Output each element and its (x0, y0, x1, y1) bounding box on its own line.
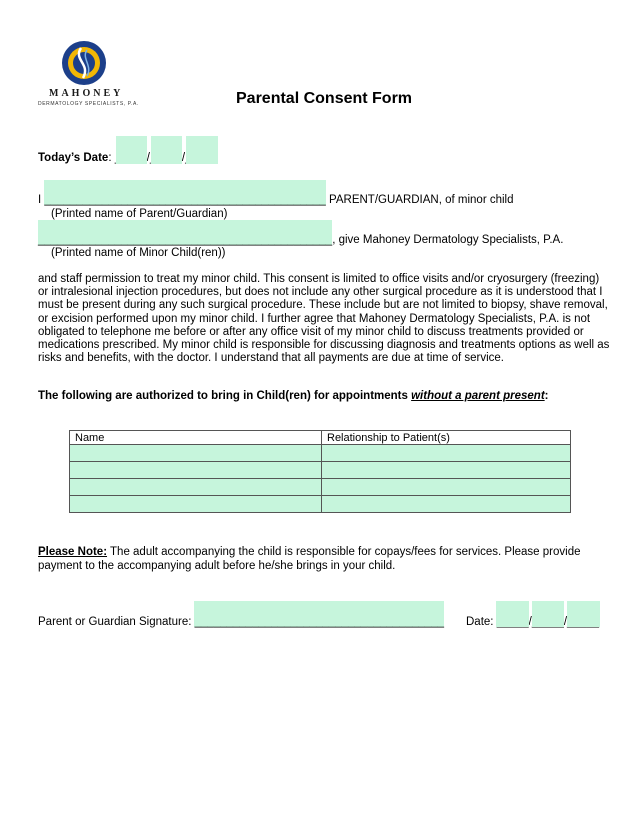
signature-blank: _______________________________________ (194, 616, 445, 628)
table-row (70, 462, 571, 479)
table-cell-relationship[interactable] (322, 462, 571, 479)
please-note (38, 546, 610, 573)
todays-date-year-field[interactable] (186, 136, 218, 164)
please-note-text: The adult accompanying the child is responsible for copays/fees for services. Please provide payment to the accompanying adult before he/she brings in your child. (38, 546, 581, 572)
todays-date-month-field[interactable] (116, 136, 147, 164)
parent-line (38, 194, 514, 207)
parent-name-caption: (Printed name of Parent/Guardian) (51, 208, 228, 220)
signature-date-label: Date: (466, 616, 494, 628)
signature-label: Parent or Guardian Signature: (38, 616, 192, 628)
authorized-heading-lead: The following are authorized to bring in Child(ren) for appointments (38, 390, 412, 402)
authorized-heading-tail: : (544, 390, 549, 402)
table-cell-name[interactable] (70, 462, 322, 479)
signature-date-day-field[interactable] (532, 601, 564, 627)
table-row (70, 496, 571, 513)
logo-subtitle: DERMATOLOGY SPECIALISTS, P.A. (38, 101, 139, 107)
parent-line-blank: ____________________________________________ (44, 194, 326, 206)
child-line-suffix: , give Mahoney Dermatology Specialists, P.A. (332, 234, 564, 246)
table-header-relationship: Relationship to Patient(s) (322, 431, 571, 445)
page-title: Parental Consent Form (236, 90, 413, 107)
company-logo (36, 38, 139, 108)
child-line (38, 234, 563, 247)
table-cell-name[interactable] (70, 479, 322, 496)
parent-line-suffix: PARENT/GUARDIAN, of minor child (329, 194, 514, 206)
table-cell-name[interactable] (70, 496, 322, 513)
logo-emblem-icon (61, 40, 107, 86)
table-header-name: Name (70, 431, 322, 445)
consent-paragraph: and staff permission to treat my minor child. This consent is limited to office visits and/or cryosurgery (freezing) or intralesional injection procedures, but does not include any other surgical procedure as it is understood that I must be present during any such surgical procedure. These include but are not limited to biopsy, shave removal, or excision performed upon my minor child. I further agree that Mahoney Dermatology Specialists, P.A. is not obligated to telephone me before or after any office visit of my minor child to discuss treatments provided or medications prescribed. My minor child is responsible for discussing diagnosis and treatments options as well as risks and benefits, with the doctor. I understand that all payments are due at time of service. (38, 273, 610, 365)
table-cell-relationship[interactable] (322, 445, 571, 462)
authorized-heading-emphasis: without a parent present (411, 390, 545, 402)
logo-name: MAHONEY (49, 88, 124, 99)
todays-date-label-text: Today’s Date (38, 152, 109, 164)
parent-line-prefix: I (38, 194, 42, 206)
signature-line (38, 616, 444, 629)
table-row (70, 445, 571, 462)
table-cell-relationship[interactable] (322, 479, 571, 496)
todays-date-day-field[interactable] (151, 136, 182, 164)
authorized-heading (38, 390, 549, 403)
authorized-table (69, 430, 571, 513)
please-note-label: Please Note: (38, 546, 108, 558)
table-cell-name[interactable] (70, 445, 322, 462)
child-line-blank: ______________________________________________ (38, 234, 333, 246)
child-name-caption: (Printed name of Minor Child(ren)) (51, 247, 226, 259)
signature-date-month-field[interactable] (496, 601, 529, 627)
todays-date-colon: : (108, 152, 112, 164)
table-row (70, 479, 571, 496)
table-header-row (70, 431, 571, 445)
table-cell-relationship[interactable] (322, 496, 571, 513)
signature-date-year-field[interactable] (567, 601, 600, 627)
